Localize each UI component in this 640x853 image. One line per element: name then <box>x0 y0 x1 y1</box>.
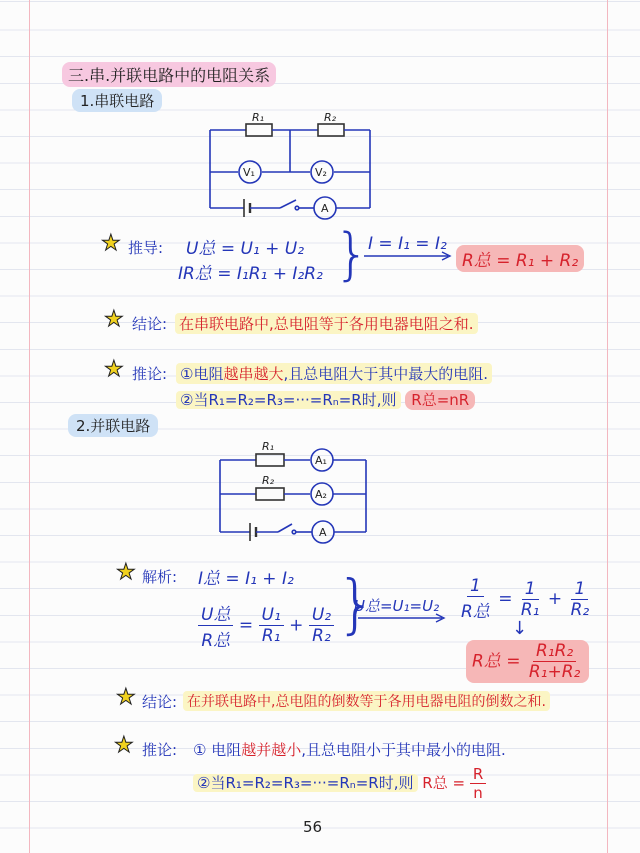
parallel-ammeter-label: A <box>319 526 327 539</box>
series-circuit-diagram <box>200 108 380 220</box>
down-arrow-icon: ↓ <box>512 618 528 639</box>
series-v1-label: V₁ <box>243 166 255 179</box>
fraction-numerator: 1 <box>571 579 588 600</box>
series-current-eq: I = I₁ = I₂ <box>368 234 447 254</box>
fraction-denominator: R₂ <box>312 626 331 646</box>
parallel-inference1 <box>193 739 506 760</box>
parallel-inference2-prefix: ②当R₁=R₂=R₃=···=Rₙ=R时,则 <box>193 774 418 792</box>
parallel-heading: 2.并联电路 <box>68 414 158 437</box>
parallel-conclusion-text: 在并联电路中,总电阻的倒数等于各用电器电阻的倒数之和. <box>183 691 550 711</box>
parallel-a2-label: A₂ <box>315 488 327 501</box>
series-inference2 <box>176 389 475 410</box>
parallel-r1-label: R₁ <box>262 440 275 453</box>
fraction-denominator: R₁ <box>261 626 281 646</box>
series-derivation-label: 推导: <box>128 239 164 257</box>
parallel-r2-label: R₂ <box>262 474 275 487</box>
fraction-denominator: n <box>473 784 483 802</box>
page-margin-right <box>607 0 608 853</box>
series-conclusion-text: 在串联电路中,总电阻等于各用电器电阻之和. <box>175 313 478 334</box>
series-inference2-result: R总=nR <box>405 390 475 410</box>
series-heading: 1.串联电路 <box>72 89 162 112</box>
series-eq2: IR总 = I₁R₁ + I₂R₂ <box>178 264 323 284</box>
parallel-conclusion-label: 结论: <box>142 693 178 711</box>
parallel-arrow <box>356 612 448 624</box>
parallel-result <box>466 640 589 683</box>
series-inference1 <box>176 363 492 384</box>
parallel-circuit-diagram <box>210 436 380 548</box>
parallel-reciprocal-eq: $\frac{1}{\text{R总}}$ = $\frac{1}{\text{R₁}}$ + $\frac{1}{\text{R₂}}$ <box>458 576 592 622</box>
series-result: R总 = R₁ + R₂ <box>456 245 584 272</box>
series-ammeter-label: A <box>321 202 329 215</box>
page-margin-left <box>29 0 30 853</box>
series-v2-label: V₂ <box>315 166 327 179</box>
fraction-denominator: R₂ <box>570 599 590 620</box>
star-icon: ★ <box>116 685 136 710</box>
parallel-inference2-lhs: R总 = <box>422 774 466 792</box>
fraction-denominator: R总 <box>201 631 231 651</box>
parallel-inference1-prefix: ① 电阻 <box>193 741 242 759</box>
series-inference1-suffix: ,且总电阻大于其中最大的电阻. <box>283 365 489 383</box>
fraction-recip-total <box>458 576 493 622</box>
fraction-u-total <box>198 600 233 651</box>
series-r1-label: R₁ <box>252 111 265 124</box>
fraction-numerator: U₂ <box>309 605 334 626</box>
fraction-numerator: U₁ <box>259 605 284 626</box>
series-r2-label: R₂ <box>324 111 337 124</box>
fraction-numerator: 1 <box>522 579 539 600</box>
parallel-voltage-eq: U总=U₁=U₂ <box>354 597 440 615</box>
parallel-brace: } <box>336 568 377 642</box>
fraction-u2 <box>309 605 334 646</box>
fraction-recip-r2 <box>568 579 593 620</box>
star-icon: ★ <box>116 560 136 585</box>
fraction-denominator: R总 <box>461 602 490 622</box>
star-icon: ★ <box>114 733 134 758</box>
series-inference-label: 推论: <box>132 365 168 383</box>
fraction-u1 <box>259 605 284 646</box>
parallel-inference-label: 推论: <box>142 741 178 759</box>
star-icon: ★ <box>104 357 124 382</box>
star-icon: ★ <box>104 307 124 332</box>
star-icon: ★ <box>101 231 121 256</box>
parallel-inference1-suffix: ,且总电阻小于其中最小的电阻. <box>301 741 506 759</box>
series-brace: } <box>334 222 370 287</box>
fraction-numerator: U总 <box>198 600 233 626</box>
parallel-inference1-highlight: 越并越小 <box>241 741 302 759</box>
fraction-numerator: R <box>470 765 486 784</box>
fraction-denominator: R₁ <box>520 599 540 620</box>
fraction-denominator: R₁+R₂ <box>528 662 581 682</box>
fraction-numerator: 1 <box>467 576 484 597</box>
series-inference1-prefix: ①电阻 <box>180 365 224 383</box>
parallel-analysis-label: 解析: <box>142 568 178 586</box>
fraction-parallel-inference <box>470 765 486 802</box>
series-eq1: U总 = U₁ + U₂ <box>186 239 305 259</box>
parallel-inference2 <box>193 765 486 802</box>
series-inference2-prefix: ②当R₁=R₂=R₃=···=Rₙ=R时,则 <box>176 391 401 409</box>
series-inference1-highlight: 越串越大 <box>223 365 284 383</box>
parallel-ohm-fractions: $\frac{\text{U总}}{\text{R总}}$ = $\frac{\text{U₁}}{\text{R₁}}$ + $\frac{\text{U₂}}{\text{R₂}}$ <box>198 600 334 651</box>
series-arrow <box>362 250 454 262</box>
fraction-recip-r1 <box>518 579 543 620</box>
fraction-parallel-result <box>526 641 584 682</box>
series-conclusion-label: 结论: <box>132 315 168 333</box>
fraction-numerator: R₁R₂ <box>533 641 576 662</box>
parallel-a1-label: A₁ <box>315 454 327 467</box>
page-number: 56 <box>303 818 323 836</box>
parallel-eq1: I总 = I₁ + I₂ <box>198 569 294 589</box>
parallel-result-lhs: R总 = <box>472 651 521 672</box>
section-title: 三.串.并联电路中的电阻关系 <box>62 62 276 87</box>
